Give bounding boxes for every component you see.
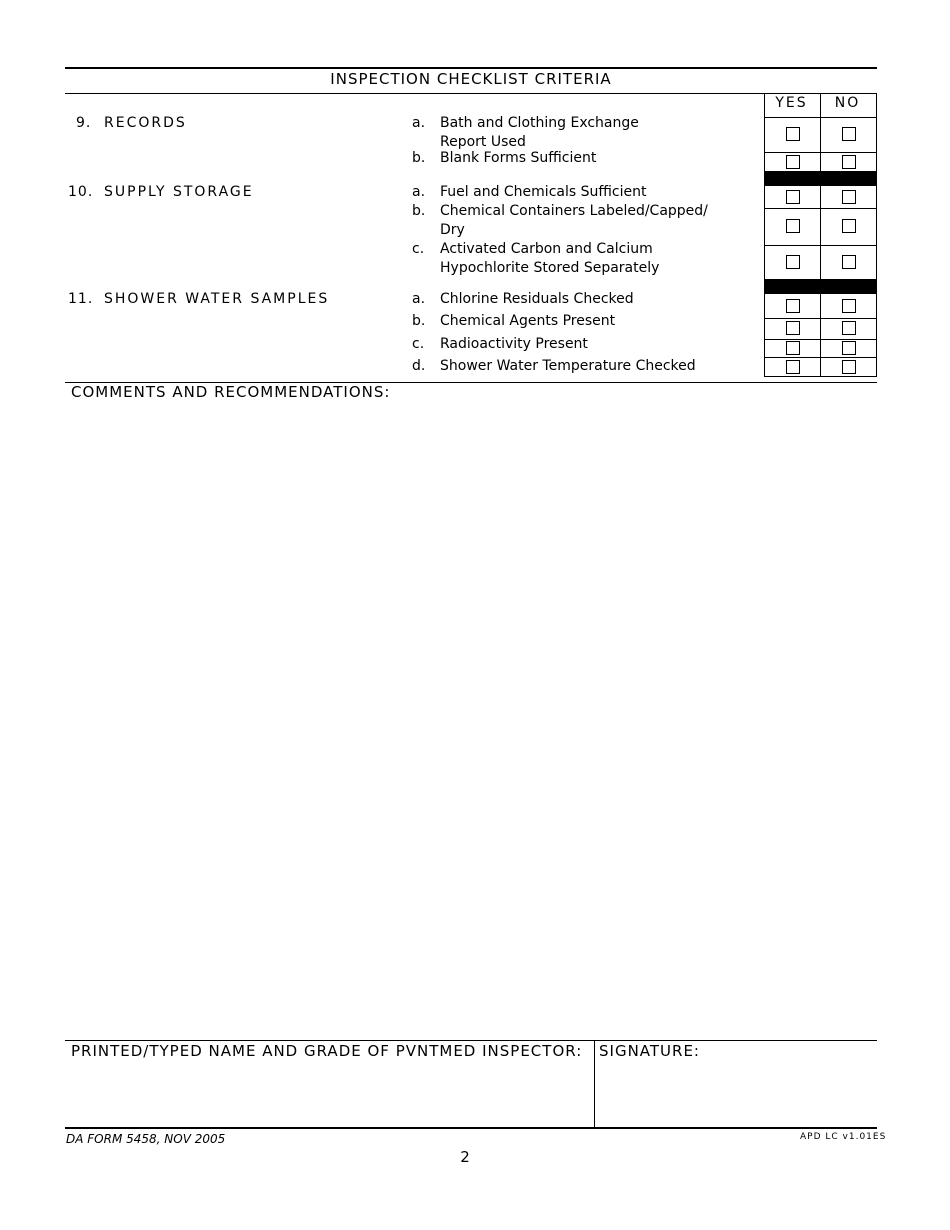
comments-label: COMMENTS AND RECOMMENDATIONS: <box>71 383 391 401</box>
grid-bottom-line <box>764 376 877 377</box>
item-letter: d. <box>412 358 426 374</box>
no-checkbox[interactable] <box>842 299 856 313</box>
section-separator-bar <box>764 279 876 294</box>
yes-checkbox[interactable] <box>786 155 800 169</box>
no-checkbox[interactable] <box>842 155 856 169</box>
yes-column-header: YES <box>775 95 808 111</box>
section-number: 11. <box>68 291 94 307</box>
grid-row-line <box>764 339 877 340</box>
item-letter: c. <box>412 336 425 352</box>
no-checkbox[interactable] <box>842 321 856 335</box>
version-label: APD LC v1.01ES <box>800 1132 887 1142</box>
form-title: INSPECTION CHECKLIST CRITERIA <box>330 70 612 88</box>
grid-left-border <box>764 93 765 377</box>
item-letter: c. <box>412 241 425 257</box>
item-text: Bath and Clothing Exchange Report Used <box>440 115 639 150</box>
grid-row-line <box>764 208 877 209</box>
no-checkbox[interactable] <box>842 127 856 141</box>
no-checkbox[interactable] <box>842 360 856 374</box>
yes-checkbox[interactable] <box>786 190 800 204</box>
top-rule <box>65 67 877 69</box>
item-text: Blank Forms Sufficient <box>440 150 597 166</box>
item-text: Radioactivity Present <box>440 336 588 352</box>
grid-middle-border <box>820 93 821 377</box>
signature-field[interactable] <box>597 1065 875 1125</box>
item-letter: a. <box>412 184 426 200</box>
item-letter: a. <box>412 291 426 307</box>
signature-block-top-rule <box>65 1040 877 1041</box>
grid-row-line <box>764 318 877 319</box>
signature-label: SIGNATURE: <box>599 1042 700 1060</box>
grid-row-line <box>764 357 877 358</box>
inspector-name-field[interactable] <box>66 1065 592 1125</box>
item-letter: b. <box>412 203 426 219</box>
item-letter: a. <box>412 115 426 131</box>
section-number: 9. <box>76 115 92 131</box>
grid-row-line <box>764 152 877 153</box>
grid-row-line <box>764 117 877 118</box>
yes-checkbox[interactable] <box>786 341 800 355</box>
form-id: DA FORM 5458, NOV 2005 <box>66 1132 226 1146</box>
yes-checkbox[interactable] <box>786 255 800 269</box>
yes-checkbox[interactable] <box>786 219 800 233</box>
no-checkbox[interactable] <box>842 219 856 233</box>
item-text: Chemical Agents Present <box>440 313 616 329</box>
section-label-shower-water-samples: SHOWER WATER SAMPLES <box>104 291 330 307</box>
section-label-records: RECORDS <box>104 115 187 131</box>
title-rule <box>65 93 877 94</box>
item-text: Fuel and Chemicals Sufficient <box>440 184 647 200</box>
yes-checkbox[interactable] <box>786 127 800 141</box>
item-text: Shower Water Temperature Checked <box>440 358 696 374</box>
section-label-supply-storage: SUPPLY STORAGE <box>104 184 254 200</box>
yes-checkbox[interactable] <box>786 299 800 313</box>
page-number: 2 <box>460 1148 470 1166</box>
yes-checkbox[interactable] <box>786 321 800 335</box>
no-checkbox[interactable] <box>842 190 856 204</box>
item-letter: b. <box>412 313 426 329</box>
item-text: Activated Carbon and Calcium Hypochlorite Stored Separately <box>440 241 660 276</box>
item-text: Chemical Containers Labeled/Capped/ Dry <box>440 203 708 238</box>
section-number: 10. <box>68 184 94 200</box>
signature-block-divider <box>594 1040 595 1128</box>
item-text: Chlorine Residuals Checked <box>440 291 634 307</box>
inspector-name-label: PRINTED/TYPED NAME AND GRADE OF PVNTMED INSPECTOR: <box>71 1042 583 1060</box>
comments-field[interactable] <box>66 405 876 1035</box>
no-checkbox[interactable] <box>842 255 856 269</box>
grid-row-line <box>764 245 877 246</box>
no-checkbox[interactable] <box>842 341 856 355</box>
item-letter: b. <box>412 150 426 166</box>
grid-right-border <box>876 93 877 377</box>
yes-checkbox[interactable] <box>786 360 800 374</box>
section-separator-bar <box>764 171 876 186</box>
bottom-rule <box>65 1127 877 1129</box>
no-column-header: NO <box>834 95 861 111</box>
